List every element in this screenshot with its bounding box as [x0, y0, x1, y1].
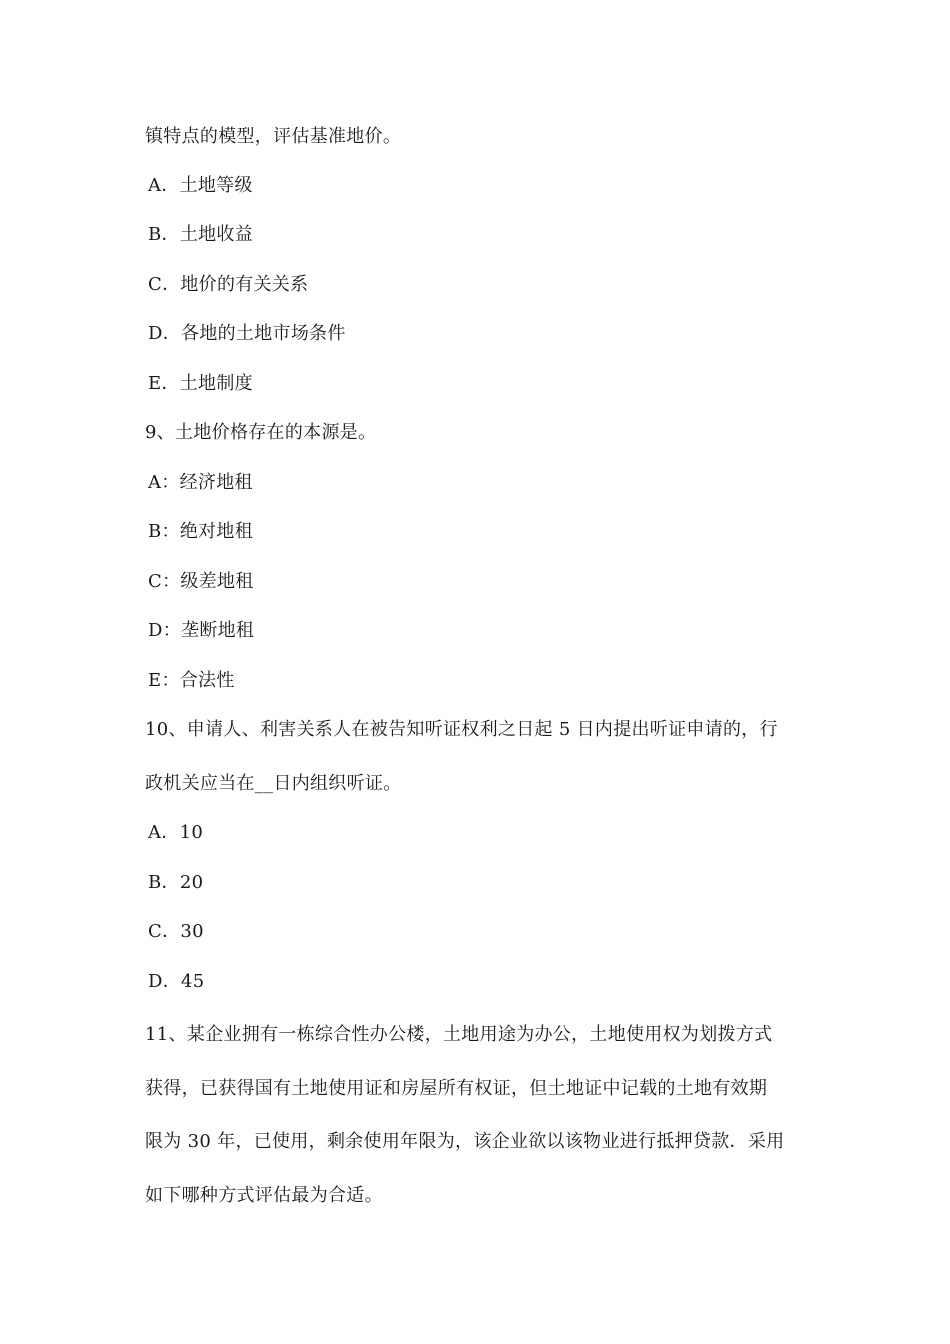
q9-option-c: C：级差地租 — [148, 571, 254, 592]
q8-option-a: A．土地等级 — [148, 175, 253, 196]
q10-option-b: B．20 — [148, 872, 204, 893]
question-11-line-2: 获得，已获得国有土地使用证和房屋所有权证，但土地证中记载的土地有效期 — [145, 1078, 768, 1099]
question-8-continuation: 镇特点的模型，评估基准地价。 — [145, 126, 402, 147]
question-10-line-2: 政机关应当在__日内组织听证。 — [145, 773, 402, 794]
q9-option-d: D：垄断地租 — [148, 620, 255, 641]
q9-option-a: A：经济地租 — [148, 472, 253, 493]
question-11-line-3: 限为 30 年，已使用，剩余使用年限为，该企业欲以该物业进行抵押贷款．采用 — [145, 1131, 785, 1152]
q10-option-a: A．10 — [148, 822, 204, 843]
question-11-line-1: 11、某企业拥有一栋综合性办公楼，土地用途为办公，土地使用权为划拨方式 — [145, 1024, 773, 1045]
q8-option-e: E．土地制度 — [148, 373, 253, 394]
q10-option-c: C．30 — [148, 921, 204, 942]
q10-option-d: D．45 — [148, 971, 205, 992]
q9-option-e: E：合法性 — [148, 670, 235, 691]
question-9: 9、土地价格存在的本源是。 — [145, 422, 377, 443]
q8-option-b: B．土地收益 — [148, 224, 254, 245]
q9-option-b: B：绝对地租 — [148, 521, 254, 542]
q8-option-c: C．地价的有关关系 — [148, 274, 309, 295]
q8-option-d: D．各地的土地市场条件 — [148, 323, 346, 344]
question-10-line-1: 10、申请人、利害关系人在被告知听证权利之日起 5 日内提出听证申请的，行 — [145, 719, 778, 740]
question-11-line-4: 如下哪种方式评估最为合适。 — [145, 1185, 383, 1206]
